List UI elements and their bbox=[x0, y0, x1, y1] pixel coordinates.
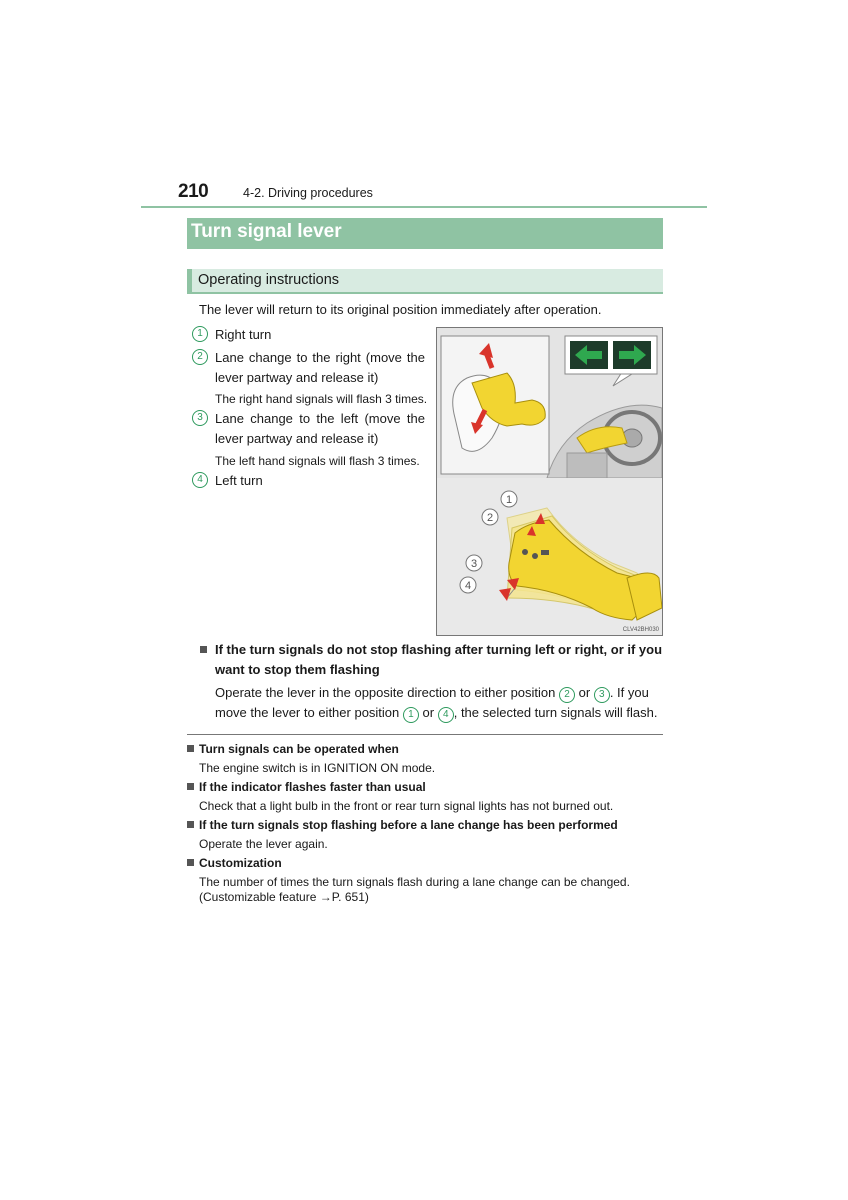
note-body: The number of times the turn signals flash during a lane change can be changed. bbox=[199, 875, 630, 889]
list-item bbox=[192, 348, 425, 387]
chapter-title: 4-2. Driving procedures bbox=[243, 186, 373, 200]
lever-closeup-inset bbox=[441, 336, 549, 474]
callout-number: 2 bbox=[192, 349, 208, 365]
page-number: 210 bbox=[178, 181, 209, 202]
note-body: The engine switch is in IGNITION ON mode. bbox=[199, 761, 436, 775]
subsection-title: Operating instructions bbox=[187, 269, 663, 294]
bullet-square-icon bbox=[187, 783, 194, 790]
note-block bbox=[187, 818, 663, 852]
item-note: The right hand signals will flash 3 times. bbox=[215, 392, 428, 406]
note-body: (Customizable feature →P. 651) bbox=[199, 890, 369, 904]
turn-signal-figure bbox=[436, 327, 663, 636]
intro-text: The lever will return to its original position immediately after operation. bbox=[199, 302, 602, 317]
note-title: If the turn signals stop flashing before a lane change has been performed bbox=[199, 818, 618, 832]
note-title: Turn signals can be operated when bbox=[199, 742, 399, 756]
bullet-title: If the turn signals do not stop flashing after turning left or right, or if you want to stop them flashing bbox=[215, 642, 663, 677]
bullet-square-icon bbox=[187, 821, 194, 828]
note-body: Operate the lever again. bbox=[199, 837, 328, 851]
bullet-square-icon bbox=[187, 745, 194, 752]
figure-code: CLV42BH030 bbox=[622, 627, 659, 633]
note-block bbox=[187, 780, 663, 814]
inline-callout: 3 bbox=[594, 687, 610, 703]
item-text: Lane change to the left (move the lever partway and release it) bbox=[215, 411, 425, 446]
bullet-square-icon bbox=[200, 646, 207, 653]
item-note: The left hand signals will flash 3 times. bbox=[215, 454, 420, 468]
callout-4: 4 bbox=[464, 580, 472, 592]
list-item bbox=[192, 409, 425, 448]
item-text: Lane change to the right (move the lever partway and release it) bbox=[215, 350, 425, 385]
section-title: Turn signal lever bbox=[187, 218, 663, 249]
inline-callout: 4 bbox=[438, 707, 454, 723]
callout-number: 3 bbox=[192, 410, 208, 426]
list-item bbox=[192, 325, 425, 345]
callout-number: 4 bbox=[192, 472, 208, 488]
bullet-square-icon bbox=[187, 859, 194, 866]
note-title: Customization bbox=[199, 856, 282, 870]
callout-number: 1 bbox=[192, 326, 208, 342]
bullet-body: Operate the lever in the opposite direction to either position 2 or 3 . If you move the lever to either position 1 or 4 , the selected turn signals will flash. bbox=[199, 683, 663, 723]
inline-callout: 2 bbox=[559, 687, 575, 703]
callout-2: 2 bbox=[486, 512, 494, 524]
callout-1: 1 bbox=[505, 494, 513, 506]
notes-section bbox=[187, 742, 663, 905]
note-block bbox=[187, 856, 663, 905]
bullet-section bbox=[199, 640, 663, 723]
note-body: Check that a light bulb in the front or rear turn signal lights has not burned out. bbox=[199, 799, 614, 813]
list-item bbox=[192, 471, 425, 491]
inline-callout: 1 bbox=[403, 707, 419, 723]
callout-3: 3 bbox=[470, 558, 478, 570]
header-rule bbox=[141, 206, 707, 208]
note-title: If the indicator flashes faster than usual bbox=[199, 780, 426, 794]
note-block bbox=[187, 742, 663, 776]
item-text: Right turn bbox=[215, 327, 272, 342]
item-text: Left turn bbox=[215, 473, 263, 488]
section-divider bbox=[187, 734, 663, 735]
